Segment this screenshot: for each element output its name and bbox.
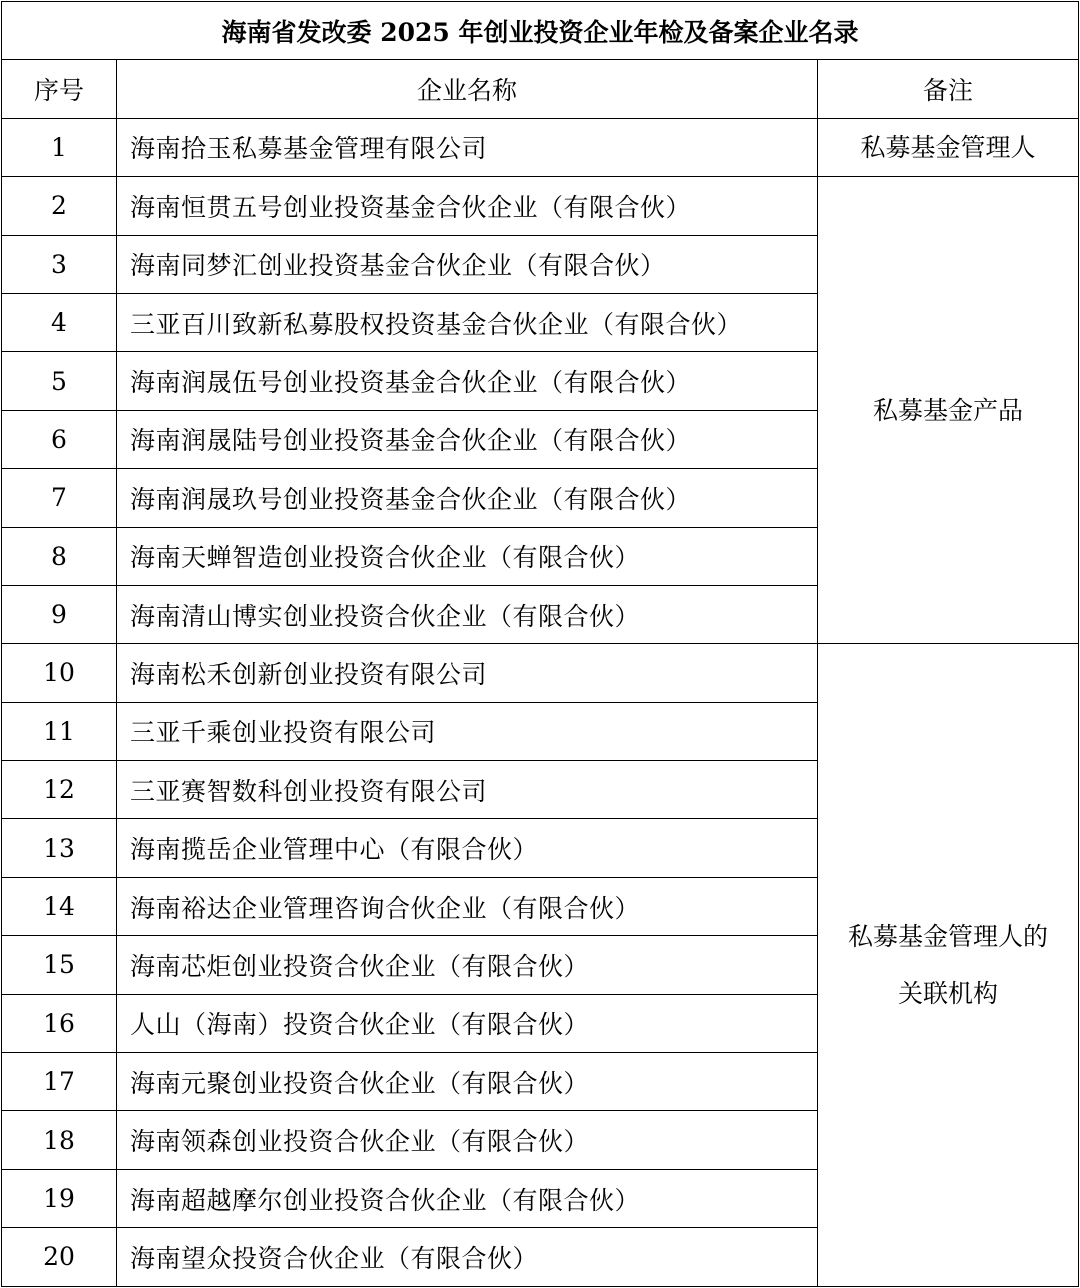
row-name: 海南天蝉智造创业投资合伙企业（有限合伙） xyxy=(117,527,818,585)
row-seq: 6 xyxy=(2,410,117,468)
row-name: 海南芯炬创业投资合伙企业（有限合伙） xyxy=(117,936,818,994)
row-name: 海南裕达企业管理咨询合伙企业（有限合伙） xyxy=(117,877,818,935)
row-seq: 3 xyxy=(2,235,117,293)
table-title: 海南省发改委 2025 年创业投资企业年检及备案企业名录 xyxy=(2,2,1079,60)
row-seq: 18 xyxy=(2,1111,117,1169)
table-row xyxy=(2,644,1079,702)
enterprise-directory-table xyxy=(1,1,1079,1287)
row-name: 海南望众投资合伙企业（有限合伙） xyxy=(117,1228,818,1286)
row-seq: 4 xyxy=(2,293,117,351)
remark-related-line1: 私募基金管理人的 xyxy=(848,921,1049,951)
row-name: 人山（海南）投资合伙企业（有限合伙） xyxy=(117,994,818,1052)
table-row xyxy=(2,177,1079,235)
remark-product: 私募基金产品 xyxy=(818,177,1079,644)
header-name: 企业名称 xyxy=(117,60,818,118)
row-seq: 19 xyxy=(2,1169,117,1227)
row-name: 海南拾玉私募基金管理有限公司 xyxy=(117,118,818,176)
row-seq: 1 xyxy=(2,118,117,176)
table-row xyxy=(2,118,1079,176)
remark-manager: 私募基金管理人 xyxy=(818,118,1079,176)
row-name: 海南同梦汇创业投资基金合伙企业（有限合伙） xyxy=(117,235,818,293)
row-seq: 7 xyxy=(2,469,117,527)
row-seq: 2 xyxy=(2,177,117,235)
header-remark: 备注 xyxy=(818,60,1079,118)
remark-related xyxy=(818,644,1079,1286)
row-name: 海南领森创业投资合伙企业（有限合伙） xyxy=(117,1111,818,1169)
row-seq: 17 xyxy=(2,1053,117,1111)
row-name: 海南揽岳企业管理中心（有限合伙） xyxy=(117,819,818,877)
header-seq: 序号 xyxy=(2,60,117,118)
row-name: 三亚赛智数科创业投资有限公司 xyxy=(117,761,818,819)
row-seq: 5 xyxy=(2,352,117,410)
row-name: 海南清山博实创业投资合伙企业（有限合伙） xyxy=(117,585,818,643)
header-row xyxy=(2,60,1079,118)
row-name: 三亚千乘创业投资有限公司 xyxy=(117,702,818,760)
row-seq: 12 xyxy=(2,761,117,819)
row-name: 海南润晟伍号创业投资基金合伙企业（有限合伙） xyxy=(117,352,818,410)
row-name: 海南超越摩尔创业投资合伙企业（有限合伙） xyxy=(117,1169,818,1227)
remark-related-line2: 关联机构 xyxy=(898,978,999,1008)
row-seq: 9 xyxy=(2,585,117,643)
row-name: 海南恒贯五号创业投资基金合伙企业（有限合伙） xyxy=(117,177,818,235)
row-seq: 13 xyxy=(2,819,117,877)
row-seq: 16 xyxy=(2,994,117,1052)
row-name: 三亚百川致新私募股权投资基金合伙企业（有限合伙） xyxy=(117,293,818,351)
row-seq: 11 xyxy=(2,702,117,760)
row-name: 海南松禾创新创业投资有限公司 xyxy=(117,644,818,702)
row-seq: 20 xyxy=(2,1228,117,1286)
row-seq: 8 xyxy=(2,527,117,585)
row-name: 海南润晟玖号创业投资基金合伙企业（有限合伙） xyxy=(117,469,818,527)
row-seq: 10 xyxy=(2,644,117,702)
row-name: 海南润晟陆号创业投资基金合伙企业（有限合伙） xyxy=(117,410,818,468)
title-row xyxy=(2,2,1079,60)
row-seq: 14 xyxy=(2,877,117,935)
row-name: 海南元聚创业投资合伙企业（有限合伙） xyxy=(117,1053,818,1111)
row-seq: 15 xyxy=(2,936,117,994)
